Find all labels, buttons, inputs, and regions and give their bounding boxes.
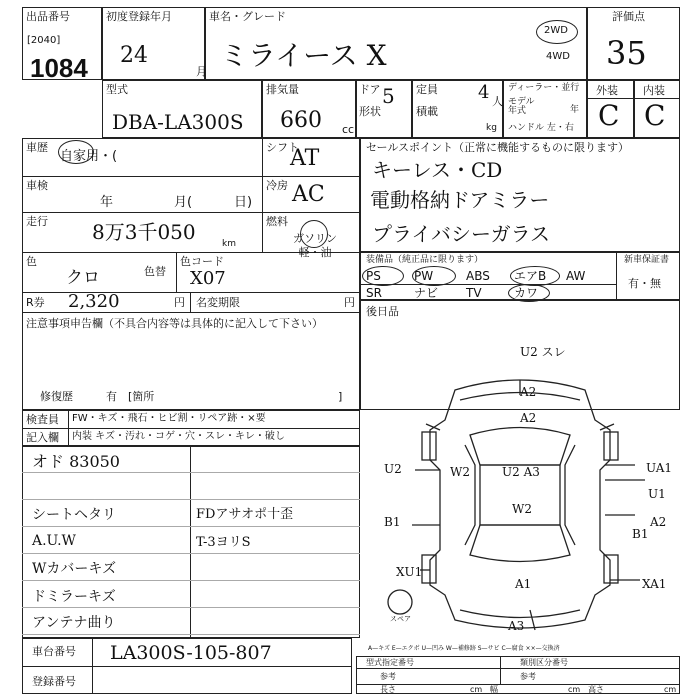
divider [176,252,177,292]
mark-1: U2 スレ [520,345,566,359]
tax-unit: 円 [344,296,355,309]
ext-label: 外装 [596,84,618,97]
ac-value: AC [292,182,325,207]
divider [616,252,617,300]
divider [68,410,69,446]
note-3: A.U.W [32,533,76,549]
note-2: シートヘタリ [32,507,116,523]
note-rule [22,634,360,635]
score-value: 35 [606,34,647,72]
cm-2: cm [568,685,581,694]
note-rule [22,526,360,527]
divider [92,638,93,694]
ac-label: 冷房 [266,179,288,192]
note-rule [22,607,360,608]
month-mark: 月 [196,65,207,78]
mark-16: A3 [508,619,525,633]
year-unit: 年 [570,105,580,115]
divider [262,212,360,213]
lot-number: 1084 [30,53,88,83]
class-label: 類別区分番号 [520,658,568,667]
equip-circle [510,266,560,286]
sales-line1: キーレス・CD [372,158,503,182]
door-label: ドア [359,83,381,96]
int-value: C [644,99,666,132]
postday-label: 後日品 [366,305,399,318]
note-rule [22,580,360,581]
cm-1: cm [470,685,483,694]
inspection-month: 月( [174,195,193,210]
warranty-value: 有・無 [628,277,661,290]
designation-label: 型式指定番号 [366,658,414,667]
note-4: Wカバーキズ [32,561,117,577]
mark-7: UA1 [646,461,673,475]
note-5: ドミラーキズ [32,589,116,605]
warranty-label: 新車保証書 [624,255,670,265]
note-1: オド 83050 [32,452,120,471]
inspector-row2-label: 記入欄 [26,431,59,444]
note-8: T-3ヨリS [196,535,251,550]
mark-5: W2 [450,465,470,479]
equip-item: ABS [466,269,490,283]
divider [360,284,616,285]
mark-10: B1 [384,515,401,529]
inspection-year: 年 [100,195,114,210]
note-rule [22,553,360,554]
repair-bracket: [箇所 [128,390,155,403]
color-code-label: 色コード [180,255,224,268]
history-value: 自家用・( [60,149,118,164]
divider [356,668,680,669]
equip-item: PS [366,269,381,283]
recycle-label: R券 [26,296,45,309]
mark-14: A1 [515,577,532,591]
disp-unit: cc [342,123,355,136]
length-label: 長さ [380,685,396,694]
color-code-value: X07 [190,268,226,289]
fuel-circle [300,220,328,248]
divider [262,176,360,177]
mark-9: A2 [650,515,667,529]
load-label: 積載 [416,105,438,118]
equip-item: カワ [514,286,539,300]
score-label: 評価点 [612,10,645,23]
divider [22,212,262,213]
capacity-label: 定員 [416,83,438,96]
handle-label: ハンドル 左・右 [508,123,574,133]
shift-value: AT [290,146,320,171]
repair-value: 有 [106,390,117,403]
disp-label: 排気量 [266,83,299,96]
recycle-value: 2,320 [68,291,120,312]
drive-bottom: 4WD [546,51,570,62]
equip-item: AW [566,269,586,283]
divider [356,684,680,685]
equip-circle [362,266,404,286]
inspection-day: 日) [234,195,253,210]
repair-label: 修復歴 [40,390,73,403]
legend: A—キズ E—エクボ U—凹み W—補修跡 S—サビ C—腐食 ××—交換済 [368,645,560,652]
cm-3: cm [664,685,677,694]
divider [22,176,262,177]
load-unit: kg [486,123,497,133]
mark-6: U2 A3 [502,465,540,479]
reg-label: 初度登録年月 [106,10,172,23]
frame-label: 車台番号 [32,645,76,658]
divider [190,292,191,312]
drive-top: 2WD [544,25,568,36]
sales-title: セールスポイント（正常に機能するものに限ります） [366,141,630,154]
sales-line3: プライバシーガラス [372,222,550,246]
plate-label: 登録番号 [32,675,76,688]
mark-12: B1 [632,527,649,541]
divider [22,312,360,313]
mark-11: W2 [512,502,532,516]
color-label: 色 [26,255,37,268]
capacity-value: 4 [478,82,490,103]
mileage-value: 8万3千050 [92,220,196,244]
divider [22,666,352,667]
tax-label: 名変期限 [196,296,240,309]
shape-label: 形状 [359,105,381,118]
notes-label: 注意事項申告欄（不具合内容等は具体的に記入して下さい） [26,317,323,330]
door-value: 5 [382,84,395,108]
mileage-label: 走行 [26,215,48,228]
divider [262,138,263,252]
reg-value: 24 [120,43,148,68]
equip-item: TV [466,286,482,300]
note-7: FDアサオポ十歪 [196,507,294,522]
note-6: アンテナ曲り [32,615,116,631]
width-label: 幅 [490,685,498,694]
lot-label: 出品番号 [26,10,70,23]
equip-circle [412,266,456,286]
mark-3: A2 [520,411,537,425]
equip-item: エアB [514,269,547,283]
inspector-row1-label: 検査員 [26,413,59,426]
divider [500,656,501,684]
equip-item: SR [366,286,382,300]
sales-line2: 電動格納ドアミラー [370,188,550,212]
ref-1: 参考 [380,672,396,681]
disp-value: 660 [280,108,322,133]
inspector-row2-items: 内装 キズ・汚れ・コゲ・穴・スレ・キレ・破し [72,431,285,442]
ref-2: 参考 [520,672,536,681]
repair-end: ] [338,390,343,403]
mark-2: A2 [520,385,537,399]
dealer-label: ディーラー・並行 [508,83,580,93]
model-value: DBA-LA300S [112,110,244,134]
note-rule [22,499,360,500]
mark-13: XU1 [396,565,423,579]
lot-small: [2040] [27,35,61,46]
history-label: 車歴 [26,141,48,154]
model-year-label: モデル年式 [508,97,535,116]
fuel-options: ガソリン 軽・油 [293,232,337,260]
equip-label: 装備品（純正品に限ります） [366,255,484,265]
divider [22,428,360,429]
frame-value: LA300S-105-807 [110,642,272,664]
int-label: 内装 [643,84,665,97]
fuel-label: 燃料 [266,215,288,228]
mark-4: U2 [384,462,402,476]
color-value: クロ [66,268,100,288]
name-value: ミライース X [220,39,387,72]
divider [190,446,191,638]
note-rule [22,472,360,473]
name-label: 車名・グレード [209,10,286,23]
mark-8: U1 [648,487,666,501]
mark-15: XA1 [642,577,667,591]
inspector-row1-items: FW・キズ・飛石・ヒビ割・リペア跡・×要 [72,413,266,424]
equip-item: ナビ [414,286,439,300]
height-label: 高さ [588,685,604,694]
mileage-unit: km [222,239,236,249]
equip-item: PW [414,269,434,283]
model-label: 型式 [106,83,128,96]
color-change-label: 色替 [144,265,166,278]
spare-label: スペア [390,615,411,623]
inspection-label: 車検 [26,179,48,192]
recycle-unit: 円 [174,296,185,309]
shift-label: シフト [266,141,299,154]
ext-value: C [598,99,620,132]
capacity-unit: 人 [492,95,503,108]
